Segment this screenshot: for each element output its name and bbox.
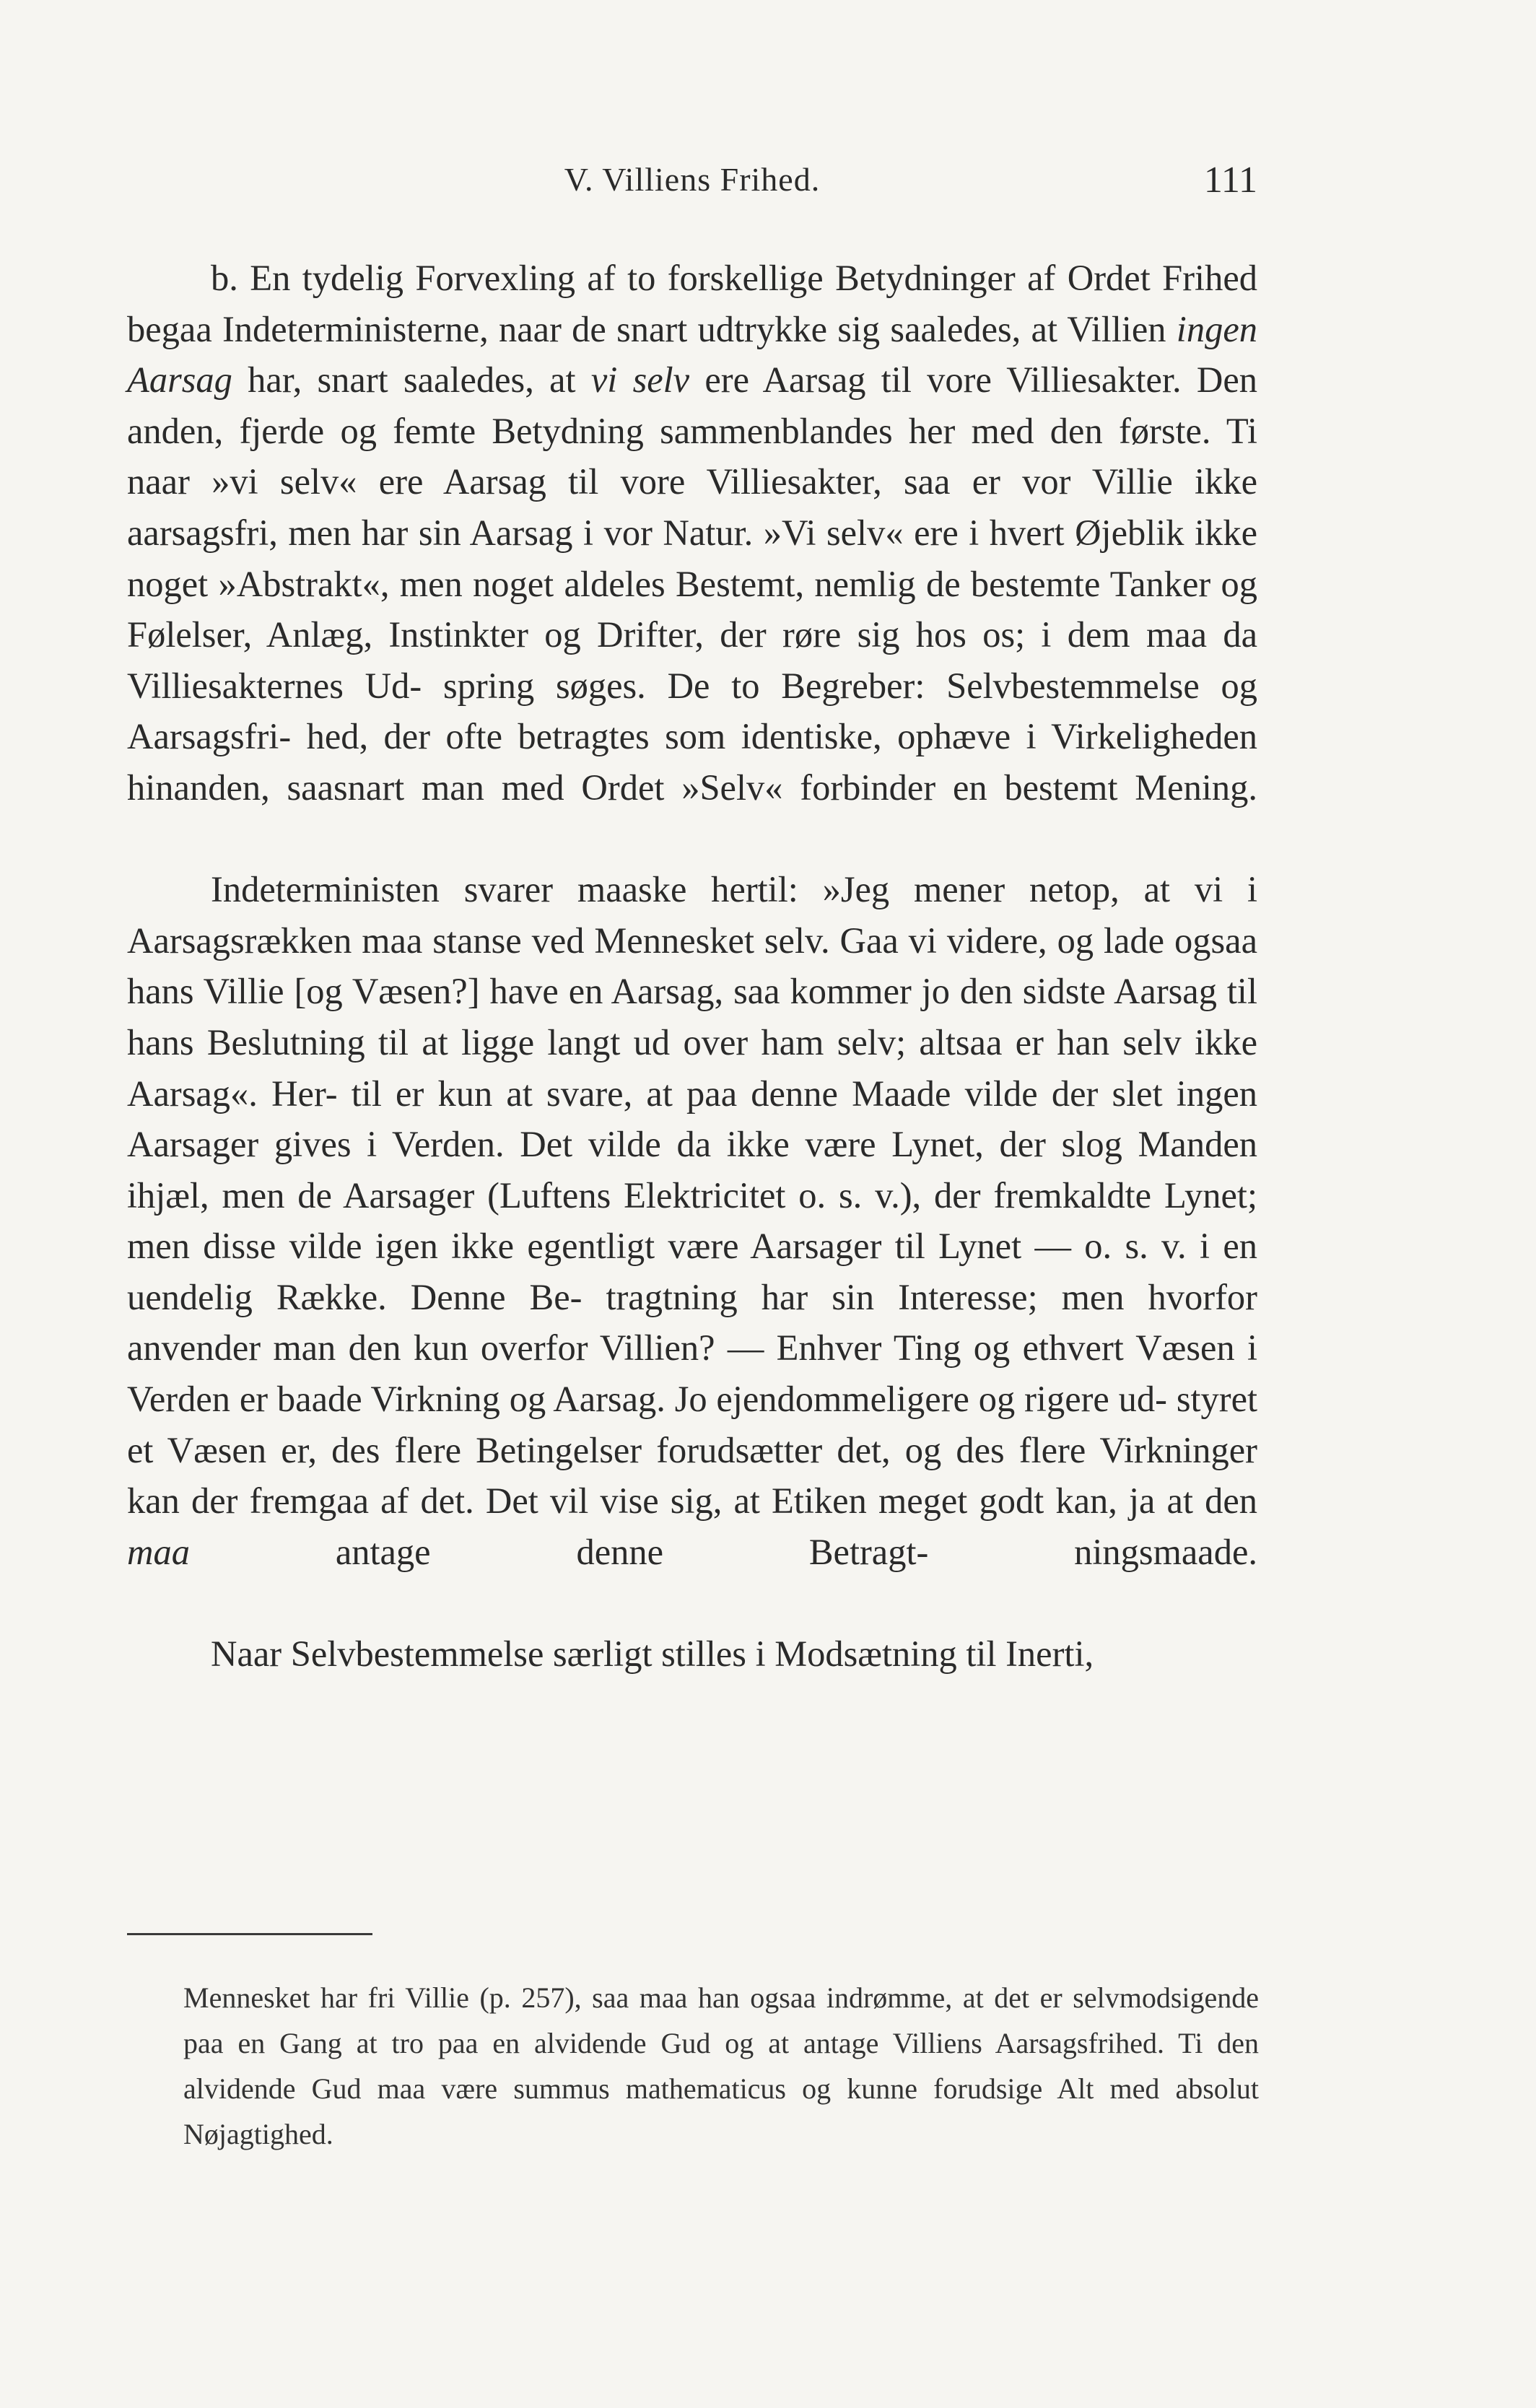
text-line: til er kun at svare, at paa denne Maade vilde der slet ingen <box>351 1073 1257 1114</box>
italic-phrase: ingen Aarsag <box>127 308 1257 401</box>
paragraph-3: Naar Selvbestemmelse særligt stilles i Modsætning til Inerti, <box>211 1633 1094 1675</box>
text-line: sig saaledes, at Villien <box>837 308 1177 349</box>
paragraph-2 <box>127 864 1257 1628</box>
italic-word: vi <box>590 359 618 401</box>
text-line: langt ud over ham selv; altsaa er han selv ikke Aarsag«. Her- <box>127 1021 1257 1114</box>
text-line: hed, der ofte betragtes som identiske, ophæve i Virkeligheden <box>306 716 1258 757</box>
text-line: har, snart saaledes, at <box>232 359 591 401</box>
text-line: slog Manden ihjæl, men de Aarsager (Luftens Elektricitet o. s. v.), <box>127 1124 1257 1216</box>
footnote-rule <box>127 1933 372 1935</box>
text-line: Indeterministen svarer maaske hertil: »Jeg mener netop, <box>211 869 1120 910</box>
text-line: antage denne Betragt- <box>189 1531 929 1572</box>
text-line: der fremkaldte Lynet; men disse vilde igen ikke egentligt være <box>127 1174 1257 1267</box>
footnote-line: summus mathematicus og kunne forudsige Alt med absolut Nøjagtighed. <box>183 2072 1260 2150</box>
page-number: 111 <box>1203 160 1257 201</box>
text-line: at vi i Aarsagsrækken maa stanse ved Mennesket selv. Gaa vi <box>127 869 1258 961</box>
italic-word: selv <box>632 359 690 401</box>
italic-word: maa <box>127 1531 190 1572</box>
text-line: hinanden, saasnart man med Ordet »Selv« forbinder en bestemt <box>127 767 1118 808</box>
text-line: Aarsager til Lynet — o. s. v. i en uendelig Række. Denne Be- <box>127 1226 1257 1317</box>
running-head: V. Villiens Frihed. <box>564 161 821 198</box>
footnote-line: det er selvmodsigende paa en Gang at tro paa en alvidende Gud og <box>183 1981 1260 2059</box>
text-line: aarsagsfri, men har sin Aarsag i vor Natur. »Vi selv« ere i <box>127 512 979 553</box>
text-line: tragtning har sin Interesse; men hvorfor anvender man den kun <box>127 1276 1257 1369</box>
text-line: overfor Villien? — Enhver Ting og ethvert Væsen i Verden er <box>127 1327 1258 1420</box>
text-line: femte Betydning sammenblandes her med den første. Ti naar <box>127 410 1257 502</box>
text-line: Ordet Frihed begaa Indeterministerne, naar de snart udtrykke <box>127 258 1257 349</box>
text-line: baade Virkning og Aarsag. Jo ejendommeligere og rigere ud- <box>276 1379 1167 1420</box>
main-text <box>127 253 1257 1680</box>
text-line: nemlig de bestemte Tanker og Følelser, Anlæg, Instinkter og <box>127 563 1257 655</box>
text-line: spring søges. De to Begreber: Selvbestemmelse og Aarsagsfri- <box>127 665 1257 757</box>
paragraph-1 <box>127 253 1257 864</box>
page-header <box>127 153 1257 211</box>
text-line: Etiken meget godt kan, ja at den <box>772 1480 1257 1522</box>
text-line: ere Aarsag til vore Villiesakter. Den anden, fjerde og <box>127 359 1258 451</box>
text-line: styret et Væsen er, des flere Betingelser forudsætter det, og des <box>127 1379 1258 1470</box>
text-line: hvert Øjeblik ikke noget »Abstrakt«, men noget aldeles Bestemt, <box>127 512 1258 604</box>
footnote-text <box>183 1975 1259 2157</box>
footnote-line: at antage Villiens Aarsagsfrihed. Ti den alvidende Gud maa være <box>183 2027 1259 2105</box>
text-line: b. En tydelig Forvexling af to forskellige Betydninger af <box>211 258 1056 298</box>
text-line: saa kommer jo den sidste Aarsag til hans Beslutning til at ligge <box>127 971 1257 1063</box>
text-line: Mening. <box>1135 767 1258 808</box>
text-line: Drifter, der røre sig hos os; i dem maa da Villiesakternes Ud- <box>127 614 1257 706</box>
footnote-line: Mennesket har fri Villie (p. 257), saa maa han ogsaa indrømme, at <box>183 1981 984 2014</box>
text-line: »vi selv« ere Aarsag til vore Villiesakter, saa er vor Villie ikke <box>211 461 1257 502</box>
footnote <box>183 1975 1259 2157</box>
text-line: ningsmaade. <box>1074 1531 1257 1572</box>
text-line: videre, og lade ogsaa hans Villie [og Væsen?] have en Aarsag, <box>127 920 1257 1012</box>
text-line: Aarsager gives i Verden. Det vilde da ikke være Lynet, der <box>127 1124 1046 1165</box>
text-line: flere Virkninger kan der fremgaa af det. Det vil vise sig, at <box>127 1429 1257 1522</box>
